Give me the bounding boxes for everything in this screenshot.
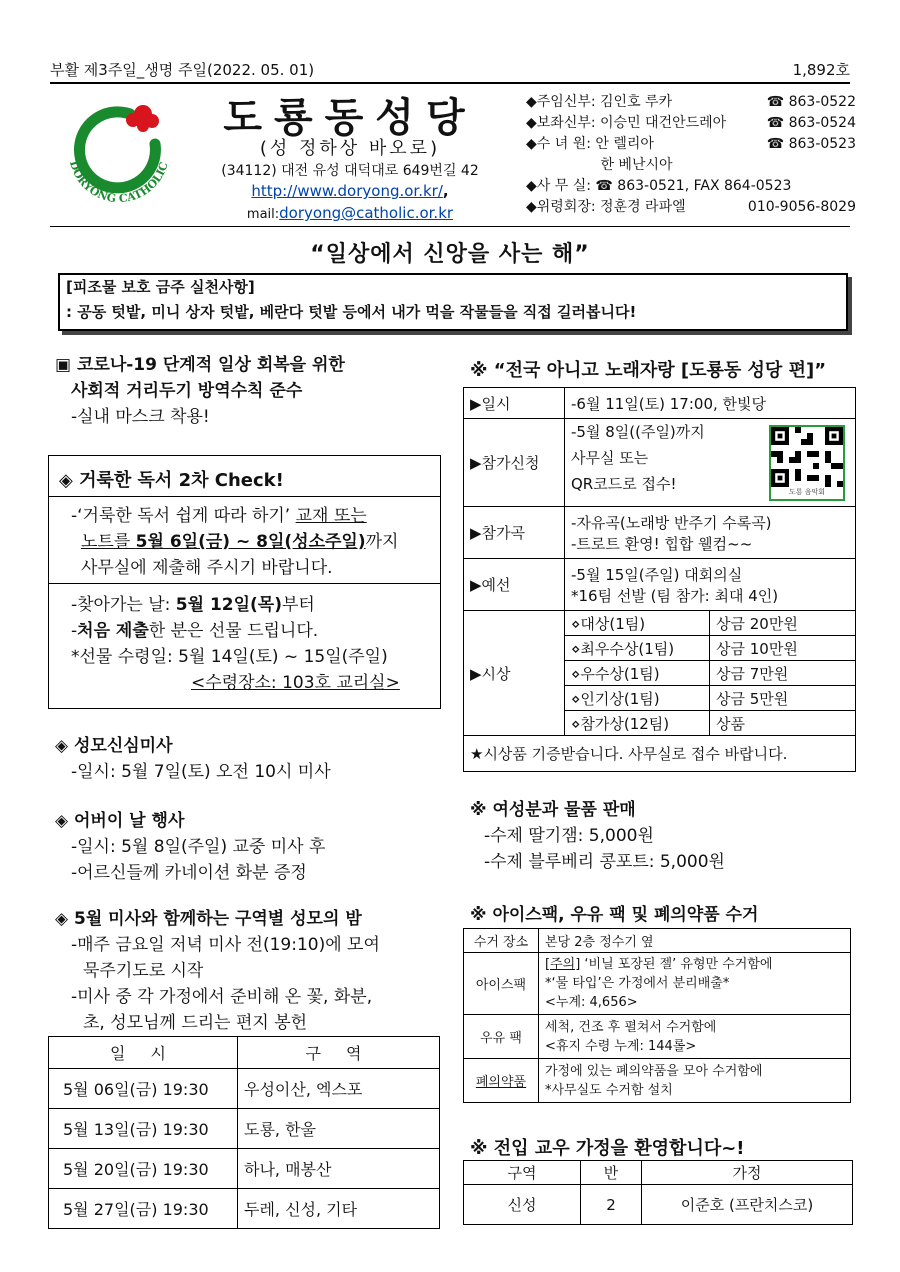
- welcome-table: 구역 반 가정 신성 2 이준호 (프란치스코): [463, 1160, 853, 1225]
- mary-mass-section: ◈ 성모신심미사 -일시: 5월 7일(토) 오전 10시 미사: [55, 736, 331, 782]
- issue-date: 부활 제3주일_생명 주일(2022. 05. 01): [50, 60, 315, 79]
- reading-gift: -찾아가는 날: 5월 12일(목)부터 -처음 제출한 분은 선물 드립니다. *선물 수령일: 5월 14일(토) ~ 15일(주일) <수령장소: 103호 교리실>: [71, 595, 400, 693]
- address: (34112) 대전 유성 대덕대로 649번길 42: [221, 163, 479, 179]
- collect-table: 수거 장소 본당 2층 정수기 옆 아이스팩 [주의] ‘비닐 포장된 젤’ 유형만 수거함에 *‘물 타입’은 가정에서 분리배출* <누계: 4,656> 우유 팩 세척, 건조 후 펼쳐서 수거함에 <휴지 수령 누계: 144롤> 폐의약품 가정에 있는 폐의약품을 모아 수거함에 *사무실도 수거함 설치: [463, 928, 851, 1103]
- website-link[interactable]: http://www.doryong.or.kr/: [251, 182, 443, 200]
- qr-code-icon[interactable]: 도룡 음악회: [769, 425, 845, 501]
- may-night-table: 일 시 구 역 5월 06일(금) 19:30 우성이산, 엑스포 5월 13일(금) 19:30 도룡, 한울 5월 20일(금) 19:30 하나, 매봉산 5월 27일(금) 19:30 두레, 신성, 기타: [48, 1036, 440, 1229]
- svg-text:DORYONG CATHOLIC: DORYONG CATHOLIC: [66, 159, 171, 206]
- church-name: 도룡동성당: [223, 95, 477, 141]
- parents-day-section: ◈ 어버이 날 행사 -일시: 5월 8일(주일) 교중 미사 후 -어르신들께 카네이션 화분 증정: [55, 811, 326, 883]
- may-night-section: ◈ 5월 미사와 함께하는 구역별 성모의 밤 -매주 금요일 저녁 미사 전(19:10)에 모여 묵주기도로 시작 -미사 중 각 가정에서 준비해 온 꽃, 화분, 초, 성모님께 드리는 편지 봉헌: [55, 909, 380, 1033]
- contact-row: ◆주임신부: 김인호 루카 ☎ 863-0522: [526, 94, 856, 110]
- contact-row: ◆사 무 실: ☎ 863-0521, FAX 864-0523: [526, 178, 792, 194]
- table-row: 5월 06일(금) 19:30 우성이산, 엑스포: [49, 1069, 440, 1109]
- creation-notice-box: [58, 273, 848, 331]
- table-row: 신성 2 이준호 (프란치스코): [464, 1185, 853, 1225]
- contact-row: ◆보좌신부: 이승민 대건안드레아 ☎ 863-0524: [526, 115, 856, 131]
- contact-list: [526, 92, 856, 218]
- song-contest-table: ▶일시 -6월 11일(토) 17:00, 한빛당 ▶참가신청 -5월 8일((주일)까지 사무실 또는 QR코드로 접수! 도룡 음악회 ▶참가곡 -자유곡(노래방 반주기 수록곡) -트로트 환영! 힙합 웰컴~~ ▶예선 -5월 15일(주일) 대회의실 *16팀 선발 (팀 참가: 최대 4인) ▶시상 ⋄대상(1팀) 상금 20만원 ⋄최우수상(1팀) 상금 10만원 ⋄우수상(1팀) 상금 7만원 ⋄인기상(1팀) 상금 5만원 ⋄참가상(12팀) 상품 ★시상품 기증받습니다. 사무실로 접수 바랍니다.: [463, 387, 856, 772]
- contact-row: ◆수 녀 원: 안 렐리아 ☎ 863-0523: [526, 136, 856, 152]
- reading-check-box: [48, 455, 441, 709]
- collect-title: ※ 아이스팩, 우유 팩 및 폐의약품 수거: [470, 905, 759, 925]
- table-row: 5월 20일(금) 19:30 하나, 매봉산: [49, 1149, 440, 1189]
- divider: [50, 226, 850, 227]
- email-link[interactable]: doryong@catholic.or.kr: [279, 204, 454, 222]
- issue-header: [50, 56, 850, 82]
- contact-row: ◆위령회장: 정훈경 라파엘 010-9056-8029: [526, 199, 856, 215]
- song-contest-title: ※ “전국 아니고 노래자랑 [도룡동 성당 편]”: [470, 360, 827, 381]
- covid-section: ▣ 코로나-19 단계적 일상 회복을 위한 사회적 거리두기 방역수칙 준수 -실내 마스크 착용!: [55, 355, 345, 427]
- welcome-title: ※ 전입 교우 가정을 환영합니다~!: [470, 1138, 745, 1159]
- reading-submit: -‘거룩한 독서 쉽게 따라 하기’ 교재 또는 노트를 5월 6일(금) ~ 8일(성소주일)까지 사무실에 제출해 주시기 바랍니다.: [49, 497, 440, 584]
- divider: [50, 82, 850, 84]
- website: http://www.doryong.or.kr/,: [251, 182, 449, 200]
- table-row: 5월 13일(금) 19:30 도룡, 한울: [49, 1109, 440, 1149]
- notice-title: [피조물 보호 금주 실천사항]: [66, 278, 255, 296]
- reading-title: ◈ 거룩한 독서 2차 Check!: [49, 456, 440, 497]
- contact-row: 한 베난시아: [526, 157, 673, 173]
- table-row: 5월 27일(금) 19:30 두레, 신성, 기타: [49, 1189, 440, 1229]
- patron-saint: (성 정하상 바오로): [259, 138, 441, 159]
- church-logo: [60, 92, 178, 216]
- email: mail:doryong@catholic.or.kr: [246, 204, 454, 222]
- notice-body: : 공동 텃밭, 미니 상자 텃밭, 베란다 텃밭 등에서 내가 먹을 작물들을 직접 길러봅니다!: [66, 303, 637, 321]
- issue-number: 1,892호: [792, 60, 850, 79]
- sale-section: ※ 여성분과 물품 판매 -수제 딸기잼: 5,000원 -수제 블루베리 콩포트: 5,000원: [470, 800, 725, 872]
- yearly-motto: “일상에서 신앙을 사는 해”: [310, 242, 590, 267]
